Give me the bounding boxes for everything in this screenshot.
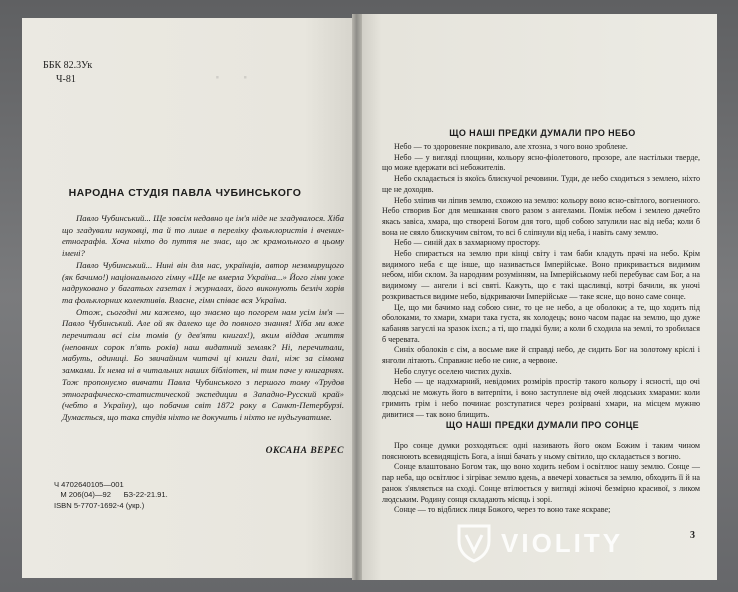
paragraph: Небо — то здоровенне покривало, але хтозна, з чого воно зроблене. xyxy=(394,142,628,151)
paragraph: Павло Чубинський... Ще зовсім недавно це ім'я ніде не згадувалося. Хіба що згадували науковці, та й то лише в переліку фольклористів і вчених-етнографів. Хоча ніхто до пуття не знає, що ж крамольного в цьому імені? xyxy=(62,213,344,259)
paragraph: Про сонце думки розходяться: одні називають його оком Божим і таким чином пояснюють всевидящість Бога, а інші бачать у ньому світило, що складається з вогню. xyxy=(382,441,700,461)
paragraph: Небо слугує оселею чистих духів. xyxy=(394,366,512,376)
section-body-sun xyxy=(382,441,700,516)
paragraph: Сонце влаштовано Богом так, що воно ходить небом і освітлює нашу землю. Сонце — пар неба, що освітлює і зігріває землю вдень, а ввечері ховається за землю, обходить її й на ранок з'являється на сході. Сонце втілюється у вигляді жіночі безмірно красивої, з ликом людським. Родину сонця складають місяць і зорі. xyxy=(382,462,700,504)
paragraph: Небо зліпив чи ліпив землю, схожою на землю: кольору воно ясно-світлого, вогненного. Небо створив Бог для мешкання свого разом з ангелами. Поміж небом і землею дачебто якась завіса, хмара, що створені Богом для того, щоб собою затулили нас від неба; коли б вона не сяяло блискучим світом, то всі б сліпнули від неба, і навіть саму землю. xyxy=(382,195,700,237)
catalog-code: ББК 82.3Ук xyxy=(43,60,93,71)
paragraph: Це, що ми бачимо над собою синє, то це не небо, а це оболоки; а те, що ходить під оболоками, то хмари, хмари така густа, як холодець; воно часом падає на землю, що дуже кабаняв загуслі на зразок іхсп.; а ті, що гладкі були; а коли б сходила на землі, то зробилася б черевата. xyxy=(382,302,700,344)
paragraph: Сонце — то відблиск лиця Божого, через то воно таке яскраве; xyxy=(394,505,611,515)
paragraph: Небо — у вигляді площини, кольору ясно-фіолетового, прозоре, але настільки тверде, що може вдержати всі небожителів. xyxy=(382,152,700,173)
imprint-line: М 206(04)—92 БЗ-22-21.91. xyxy=(54,490,168,499)
section-heading-sun: ЩО НАШІ ПРЕДКИ ДУМАЛИ ПРО СОНЦЕ xyxy=(445,420,640,430)
paragraph: Небо складається із якоїсь блискучої речовини. Туди, де небо сходиться з землею, ніхто ще не доходив. xyxy=(382,174,700,194)
page-number: 3 xyxy=(690,530,695,541)
isbn-line: ISBN 5-7707-1692-4 (укр.) xyxy=(54,501,145,510)
catalog-index: Ч-81 xyxy=(56,74,76,85)
paragraph: Отож, сьогодні ми кажемо, що знаємо що погорем нам усім ім'я — Павло Чубинський. Але ой як далеко ще до повного знання! Хіба ми вже перечитали всі сім томів (у дев'яти книгах!), яким віддав життя (неповних сорок п'ять років) наш видатний земляк? Ні, перечитали, мабуть, одиниці. Бо звичайним читачі ці книги далі, ніж за сімома замками. Їх нема ні в читальних наших бібліотек, ні тим паче у книгарнях. Тож пропонуємо вивчати Павла Чубинського з першого тому «Трудов этнографическо-статистической экспедиции в Западно-Русский край» (чебто в Україну), що побачив світ 1872 року в Санкт-Петербурзі. Думається, що така студія ніхто не докучить і ніхто не нудьгуватиме. xyxy=(62,306,344,422)
book-spine xyxy=(352,14,362,580)
paragraph: Небо — синій дах в захмарному простору. xyxy=(394,238,541,248)
watermark xyxy=(455,520,623,566)
paragraph: Синіх оболоків є сім, а восьме вже й справді небо, де сидить Бог на золотому кріслі і янголи літають. Справжнє небо не синє, а червоне. xyxy=(382,345,700,366)
bleed-through-text: · · xyxy=(215,68,251,87)
section-body-sky xyxy=(382,142,700,420)
watermark-shield-icon xyxy=(455,523,493,563)
paragraph: Небо — це надхмарний, невідомих розмірів простір такого кольору і ясності, що очі людські не можуть його в витерпіти, і воно заступлене від очей людських хмарами: коли гримить грім і небо починає розступатися через розірвані хмари, на місцем мужню дивитися — так воно блищить. xyxy=(382,377,700,419)
paragraph: Небо спирається на землю при кінці світу і там баби кладуть прачі на небо. Крім видимого неба є ще інше, що називається Імперійське. Воно прикривається видимим небом, ніби склом. За народним розумінням, на Імперійському небі перебуває сам Бог, а на видимому — ангели і всі святі. Кажуть, що є такі щасливці, котрі бачили, як уночі розкривається видиме небо, відкриваючи Імперійське — таке ясне, що воно саме сонце. xyxy=(382,249,700,301)
left-page-heading: НАРОДНА СТУДІЯ ПАВЛА ЧУБИНСЬКОГО xyxy=(68,187,302,199)
watermark-text: VIOLITY xyxy=(501,527,624,558)
author-signature: ОКСАНА ВЕРЕС xyxy=(265,446,344,456)
imprint-line: Ч 4702640105—001 xyxy=(54,480,124,489)
section-heading-sky: ЩО НАШІ ПРЕДКИ ДУМАЛИ ПРО НЕБО xyxy=(449,128,636,138)
paragraph: Павло Чубинський... Нині він для нас, українців, автор незвмирущого (як бачимо!) національного гімну «Ще не вмерла Україна...» Його гімн уже надруковано у багатьох газетах і журналах, його виконують безліч хорів та фольклорних колективів. Власне, гімн співає вся Україна. xyxy=(62,259,344,305)
left-page-body xyxy=(62,213,344,424)
